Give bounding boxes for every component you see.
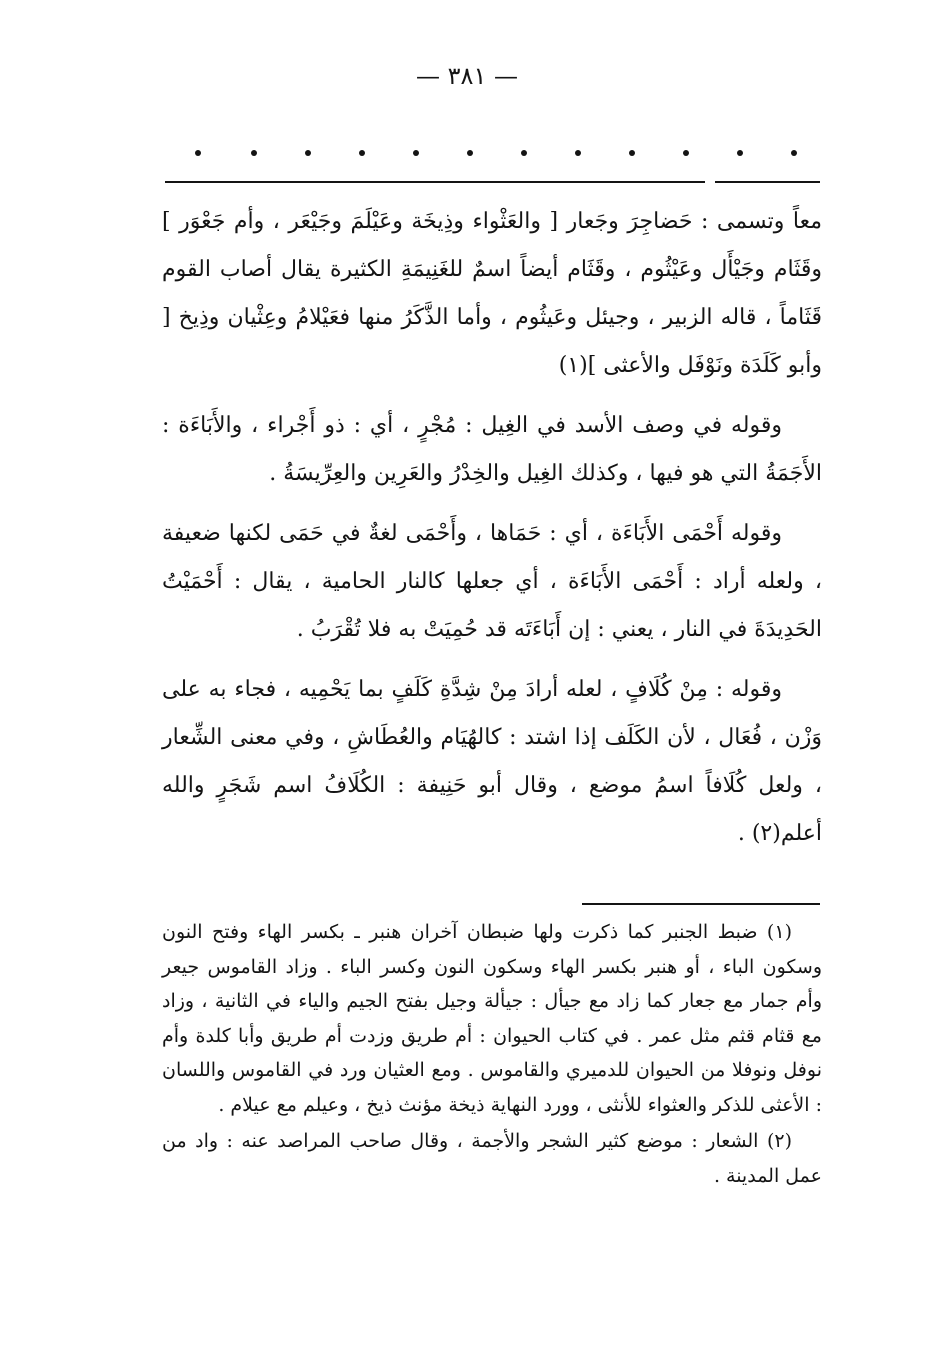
paragraph: وقوله : مِنْ كُلَافٍ ، لعله أرادَ مِنْ شِدَّةِ كَلَفٍ بما يَحْمِيه ، فجاء به على وَزْن ، فُعَال ، لأن الكَلَف إذا اشتد : كالهُيَام والعُطَاشِ ، وفي معنى الشِّعار ، ولعل كُلَافاً اسمُ موضع ، وقال أبو حَنِيفة : الكُلَافُ اسم شَجَرٍ والله أعلم(٢) . <box>162 677 822 846</box>
footnote: (١) ضبط الجنبر كما ذكرت ولها ضبطان آخران هنبر ـ بكسر الهاء وفتح النون وسكون الباء ، أو هنبر بكسر الهاء وسكون النون وكسر الباء . وزاد القاموس جيعر وأم جمار مع جعار كما زاد مع جيأل : جيألة وجيل بفتح الجيم والياء في الثانية ، وزاد مع قثام قثم مثل عمر . في كتاب الحيوان : أم طريق وزدت أم طريق وأبا كلدة وأم نوفل ونوفلا من الحيوان للدميري والقاموس . ومع العثيان ورد في القاموس واللسان : الأعثى للذكر والعثواء للأنثى ، وورد النهاية ذيخة مؤنث ذيخ ، وعيلم مع عيلام . <box>162 921 822 1116</box>
dot <box>575 150 581 156</box>
dot <box>791 150 797 156</box>
dot <box>629 150 635 156</box>
dot <box>305 150 311 156</box>
footnote-rule <box>582 903 820 905</box>
dot <box>521 150 527 156</box>
dots-ornament <box>195 150 805 162</box>
header-rule-left <box>165 181 705 183</box>
page-number: — ٣٨١ — <box>416 62 518 90</box>
dot <box>413 150 419 156</box>
dot <box>683 150 689 156</box>
dot <box>195 150 201 156</box>
dot <box>251 150 257 156</box>
footnote: (٢) الشعار : موضع كثير الشجر والأجمة ، وقال صاحب المراصد عنه : واد من عمل المدينة . <box>162 1130 822 1187</box>
header-rule-right <box>715 181 820 183</box>
paragraph: وقوله أَحْمَى الأَبَاءَة ، أي : حَمَاها ، وأَحْمَى لغةٌ في حَمَى لكنها ضعيفة ، ولعله أراد : أَحْمَى الأَبَاءَة ، أي جعلها كالنار الحامية ، يقال : أَحْمَيْتُ الحَدِيدَةَ في النار ، يعني : إن أَبَاءَتَه قد حُمِيَتْ به فلا تُقْرَبُ . <box>162 521 822 642</box>
paragraph: وقوله في وصف الأسد في الغِيل : مُجْرٍ ، أي : ذو أَجْراء ، والأَبَاءَة : الأَجَمَةُ التي هو فيها ، وكذلك الغِيل والخِدْرُ والعَرِين والعِرِّيسَةُ . <box>162 413 822 486</box>
main-text <box>162 198 822 870</box>
dot <box>359 150 365 156</box>
dot <box>737 150 743 156</box>
dot <box>467 150 473 156</box>
footnotes <box>162 915 822 1195</box>
paragraph: معاً وتسمى : حَضاجِرَ وجَعار [ والعَثْواء وذِيخَة وعَيْلَمَ وجَيْعَر ، وأم جَعْوَر ] وقَثَام وجَيْأَل وعَيْثُوم ، وقَثَام أيضاً اسمٌ للغَنِيمَةِ الكثيرة يقال أصاب القوم قَثَاماً ، قاله الزبير ، وجيئل وعَيثُوم ، وأما الذَّكَرُ منها فعَيْلامُ وعِثْيان وذِيخ [ وأبو كَلَدَة ونَوْفَل والأعثى ](١) <box>162 209 822 378</box>
